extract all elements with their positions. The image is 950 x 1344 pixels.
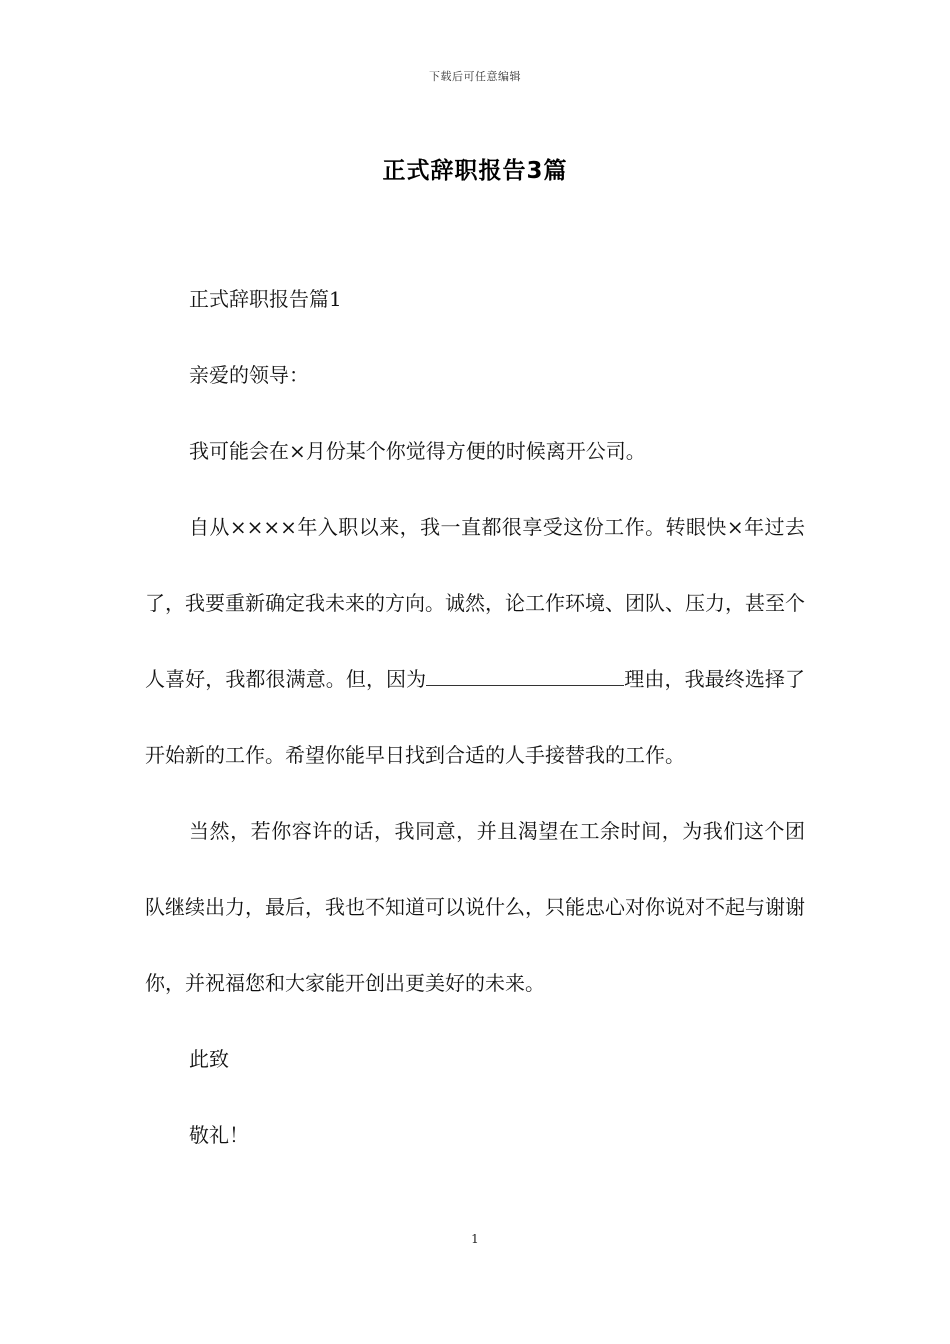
section-heading: 正式辞职报告篇1 [189,287,342,311]
paragraph-1: 我可能会在×月份某个你觉得方便的时候离开公司。 [189,439,646,463]
document-title: 正式辞职报告3篇 [382,158,568,184]
paragraph-2 [145,489,805,793]
fill-in-blank-continued [592,669,624,686]
header-note: 下载后可任意编辑 [429,70,521,83]
paragraph-3: 当然，若你容许的话，我同意，并且渴望在工余时间，为我们这个团队继续出力，最后，我也不知道可以说什么，只能忠心对你说对不起与谢谢你，并祝福您和大家能开创出更美好的未来。 [145,819,805,995]
paragraph-2-text: 自从××××年入职以来，我一直都很享受这份工作。转眼快×年过去了，我要重新确定我未来的方向。诚然，论工作环境、团队、压力，甚至个人喜好，我都很满意。但，因为 [145,515,805,691]
fill-in-blank [426,669,592,686]
page-number: 1 [471,1232,479,1246]
closing-2: 敬礼！ [189,1123,249,1147]
closing-1: 此致 [189,1047,229,1071]
salutation: 亲爱的领导： [189,363,309,387]
document-body [145,280,805,1192]
paragraph-2-continued: 理由，我最终选择了开始新的工作。希望你能早日找到合适的人手接替我的工作。 [145,667,806,767]
